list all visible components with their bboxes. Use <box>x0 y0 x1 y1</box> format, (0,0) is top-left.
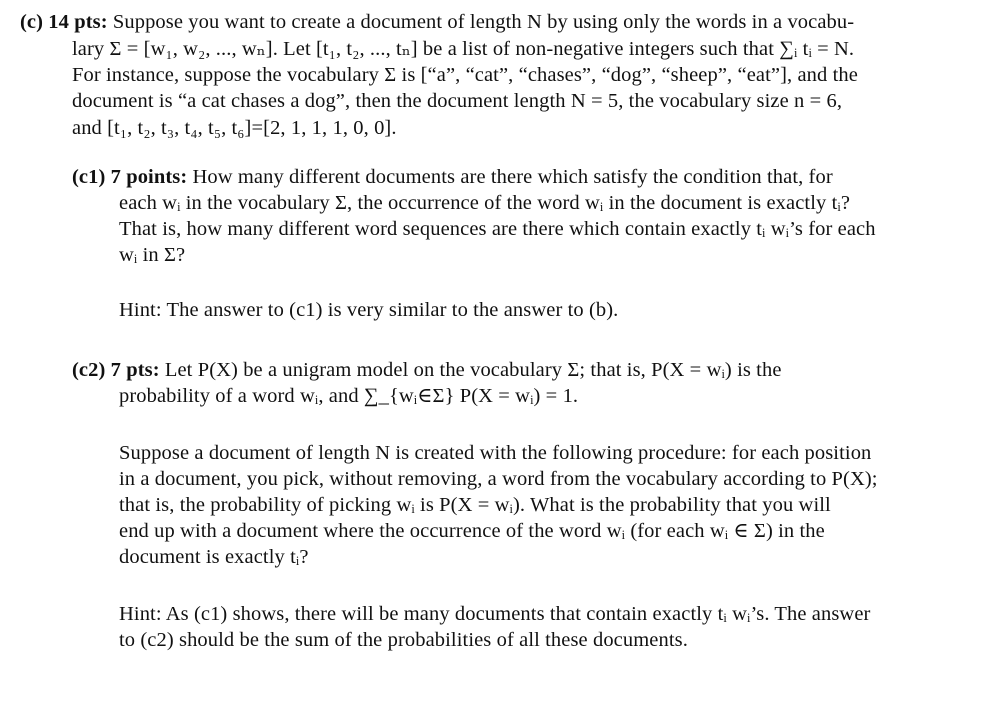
question-c2-procedure-line-2: in a document, you pick, without removing, a word from the vocabulary according to P(X); <box>119 468 878 490</box>
question-c2-text-1: Let P(X) be a unigram model on the vocabulary Σ; that is, P(X = wᵢ) is the <box>159 359 782 381</box>
question-c2-procedure-line-5: document is exactly tᵢ? <box>119 546 309 568</box>
question-c-line-5: and [t₁, t₂, t₃, t₄, t₅, t₆]=[2, 1, 1, 1, 0, 0]. <box>72 117 397 139</box>
question-c2-line-1 <box>72 357 782 383</box>
question-c2-hint-line-1: Hint: As (c1) shows, there will be many documents that contain exactly tᵢ wᵢ’s. The answer <box>119 603 871 625</box>
question-c-line-4: document is “a cat chases a dog”, then the document length N = 5, the vocabulary size n = 6, <box>72 90 843 112</box>
question-c1-label: (c1) 7 points: <box>72 166 188 188</box>
question-c-line-3: For instance, suppose the vocabulary Σ is [“a”, “cat”, “chases”, “dog”, “sheep”, “eat”], and the <box>72 64 858 86</box>
question-c2-procedure-line-1: Suppose a document of length N is created with the following procedure: for each position <box>119 442 872 464</box>
question-c1-line-4: wᵢ in Σ? <box>119 244 186 266</box>
question-c-line-2: lary Σ = [w₁, w₂, ..., wₙ]. Let [t₁, t₂, ..., tₙ] be a list of non-negative integers such that ∑ᵢ tᵢ = N. <box>72 38 855 60</box>
question-c2-hint-line-2: to (c2) should be the sum of the probabilities of all these documents. <box>119 629 688 651</box>
question-c2-procedure-line-4: end up with a document where the occurrence of the word wᵢ (for each wᵢ ∈ Σ) in the <box>119 520 825 542</box>
question-c1-line-1 <box>72 164 833 190</box>
question-c2-label: (c2) 7 pts: <box>72 359 160 381</box>
question-c1-text-1: How many different documents are there which satisfy the condition that, for <box>187 166 833 188</box>
question-c1-line-3: That is, how many different word sequences are there which contain exactly tᵢ wᵢ’s for each <box>119 218 876 240</box>
question-c-text-1: Suppose you want to create a document of length N by using only the words in a vocabu- <box>107 11 855 33</box>
question-c-label: (c) 14 pts: <box>20 11 108 33</box>
question-c1-hint: Hint: The answer to (c1) is very similar to the answer to (b). <box>119 299 619 321</box>
question-c1-line-2: each wᵢ in the vocabulary Σ, the occurrence of the word wᵢ in the document is exactly tᵢ? <box>119 192 851 214</box>
question-c-line-1 <box>20 9 854 35</box>
question-c2-procedure-line-3: that is, the probability of picking wᵢ is P(X = wᵢ). What is the probability that you will <box>119 494 831 516</box>
question-c2-line-2: probability of a word wᵢ, and ∑_{wᵢ∈Σ} P(X = wᵢ) = 1. <box>119 385 579 407</box>
